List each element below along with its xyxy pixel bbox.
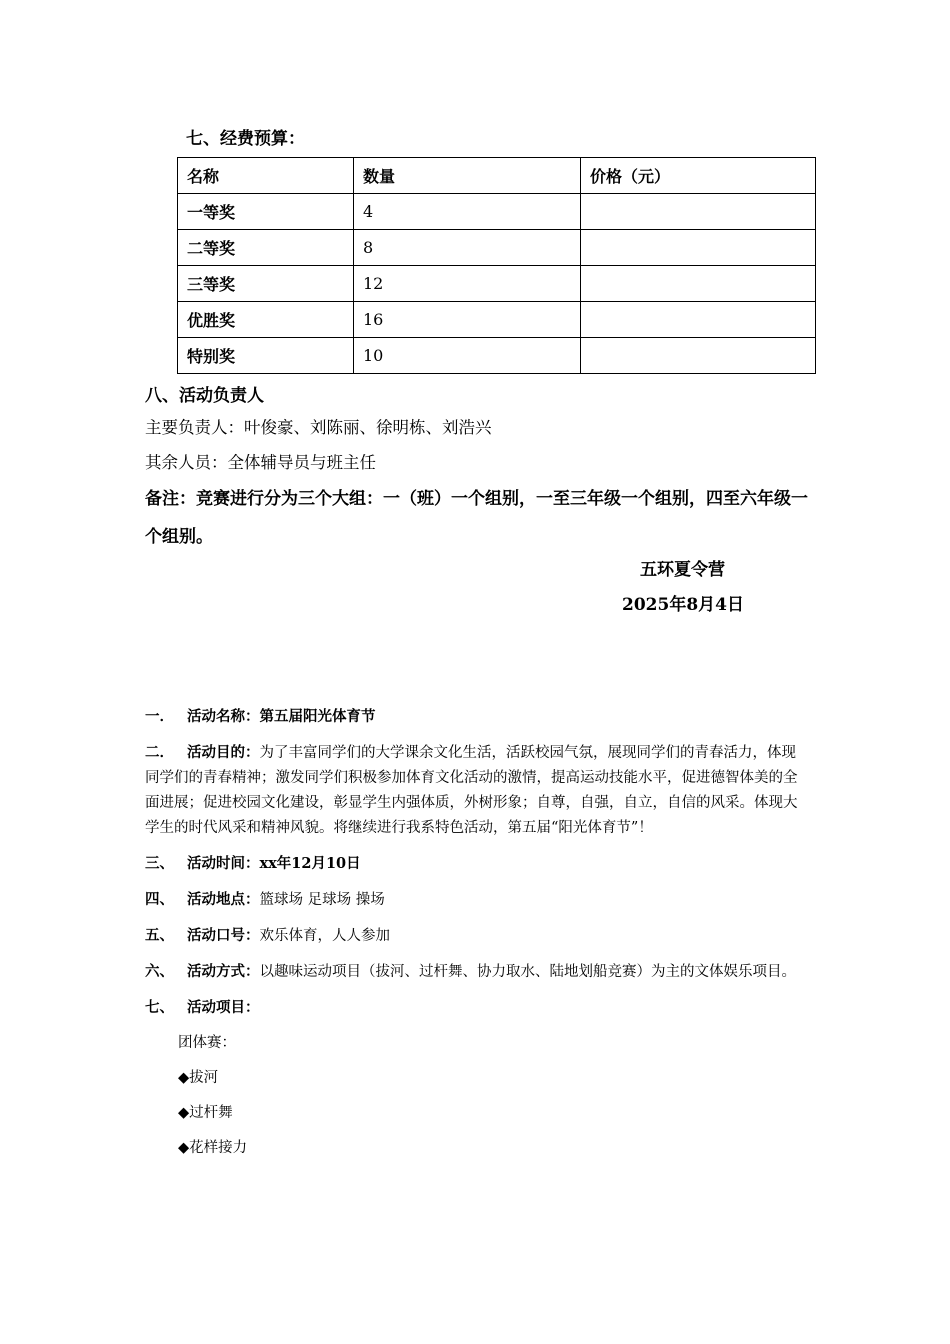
row-price bbox=[581, 338, 816, 374]
organizer: 五环夏令营 bbox=[640, 560, 725, 580]
row-price bbox=[581, 266, 816, 302]
table-row bbox=[178, 338, 816, 374]
row-quantity: 8 bbox=[354, 230, 581, 266]
section-number: 四、 bbox=[145, 891, 174, 908]
main-responsible: 主要负责人：叶俊豪、刘陈丽、徐明栋、刘浩兴 bbox=[145, 418, 492, 437]
plan-section-2 bbox=[145, 740, 810, 841]
table-row bbox=[178, 302, 816, 338]
row-quantity: 16 bbox=[354, 302, 581, 338]
budget-heading: 七、经费预算： bbox=[186, 129, 305, 149]
section-label: 活动口号： bbox=[187, 927, 260, 944]
row-price bbox=[581, 302, 816, 338]
section-number: 一． bbox=[145, 708, 174, 725]
plan-section-6 bbox=[145, 959, 810, 985]
plan-section-5 bbox=[145, 923, 810, 949]
table-row bbox=[178, 230, 816, 266]
table-header-row bbox=[178, 158, 816, 194]
sign-date: 2025年8月4日 bbox=[622, 595, 744, 615]
row-quantity: 4 bbox=[354, 194, 581, 230]
section-label: 活动名称：第五届阳光体育节 bbox=[187, 708, 376, 725]
section-label: 活动项目： bbox=[187, 999, 260, 1016]
activity-plan bbox=[145, 704, 810, 1171]
other-staff: 其余人员：全体辅导员与班主任 bbox=[145, 453, 376, 472]
section-number: 六、 bbox=[145, 963, 174, 980]
list-item: ◆过杆舞 bbox=[178, 1105, 233, 1121]
header-name: 名称 bbox=[178, 158, 354, 194]
note: 备注：竞赛进行分为三个大组：一（班）一个组别，一至三年级一个组别，四至六年级一个组别。 bbox=[145, 489, 808, 547]
section-number: 七、 bbox=[145, 999, 174, 1016]
list-item: ◆拔河 bbox=[178, 1070, 219, 1086]
plan-section-4 bbox=[145, 887, 810, 913]
row-price bbox=[581, 230, 816, 266]
table-row bbox=[178, 194, 816, 230]
row-name: 一等奖 bbox=[178, 194, 354, 230]
section-label: 活动方式： bbox=[187, 963, 260, 980]
row-name: 优胜奖 bbox=[178, 302, 354, 338]
table-row bbox=[178, 266, 816, 302]
row-name: 特别奖 bbox=[178, 338, 354, 374]
row-quantity: 12 bbox=[354, 266, 581, 302]
responsible-heading: 八、活动负责人 bbox=[145, 386, 264, 406]
section-text: 欢乐体育，人人参加 bbox=[259, 928, 390, 944]
section-text: 篮球场 足球场 操场 bbox=[259, 892, 385, 908]
section-number: 三、 bbox=[145, 855, 174, 872]
section-text: 为了丰富同学们的大学课余文化生活，活跃校园气氛，展现同学们的青春活力，体现同学们的青春精神；激发同学们积极参加体育文化活动的激情，提高运动技能水平，促进德智体美的全面进展；促进校园文化建设，彰显学生内强体质，外树形象；自尊，自强，自立，自信的风采。体现大学生的时代风采和精神风貌。将继续进行我系特色活动，第五届“阳光体育节”！ bbox=[145, 745, 798, 836]
plan-section-3 bbox=[145, 851, 810, 877]
section-label: 活动目的： bbox=[187, 744, 260, 761]
section-number: 二． bbox=[145, 744, 174, 761]
row-name: 三等奖 bbox=[178, 266, 354, 302]
plan-section-1 bbox=[145, 704, 810, 730]
header-price: 价格（元） bbox=[581, 158, 816, 194]
section-text: 以趣味运动项目（拔河、过杆舞、协力取水、陆地划船竞赛）为主的文体娱乐项目。 bbox=[259, 964, 796, 980]
header-quantity: 数量 bbox=[354, 158, 581, 194]
row-name: 二等奖 bbox=[178, 230, 354, 266]
team-label: 团体赛： bbox=[178, 1035, 236, 1051]
plan-section-7 bbox=[145, 995, 810, 1021]
row-quantity: 10 bbox=[354, 338, 581, 374]
budget-table bbox=[177, 157, 816, 374]
row-price bbox=[581, 194, 816, 230]
section-label: 活动地点： bbox=[187, 891, 260, 908]
list-item: ◆花样接力 bbox=[178, 1140, 248, 1156]
section-label: 活动时间：xx年12月10日 bbox=[187, 855, 361, 872]
section-number: 五、 bbox=[145, 927, 174, 944]
